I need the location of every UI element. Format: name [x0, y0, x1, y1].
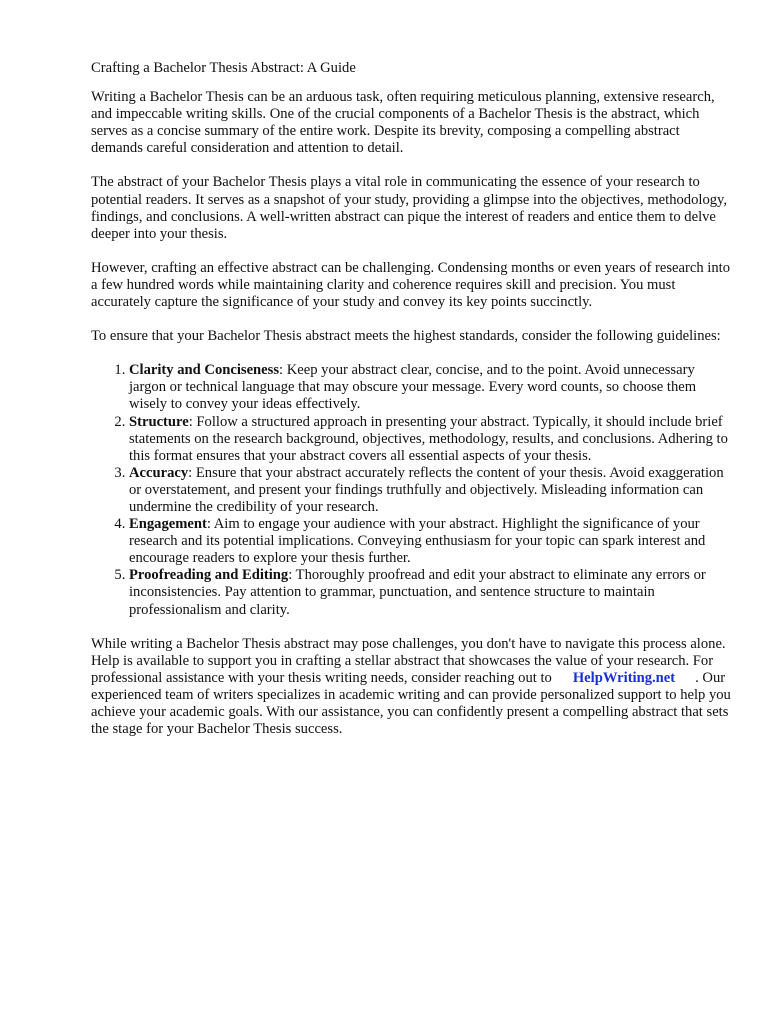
guidelines-list: [91, 362, 731, 618]
guideline-term: Structure: [129, 413, 189, 430]
guideline-item-structure: [129, 414, 731, 465]
guideline-term: Engagement: [129, 516, 207, 533]
intro-paragraph: Writing a Bachelor Thesis can be an arduous task, often requiring meticulous planning, extensive research, and impeccable writing skills. One of the crucial components of a Bachelor Thesis is the abstract, which serves as a concise summary of the entire work. Despite its brevity, composing a compelling abstract demands careful consideration and attention to detail.: [91, 89, 715, 157]
guideline-text: : Aim to engage your audience with your abstract. Highlight the significance of your research and its potential implications. Conveying enthusiasm for your topic can spark interest and encourage readers to explore your thesis further.: [129, 516, 706, 567]
guideline-text: : Follow a structured approach in presenting your abstract. Typically, it should include brief statements on the research background, objectives, methodology, results, and conclusions. Adhering to this format ensures that your abstract covers all essential aspects of your thesis.: [129, 413, 728, 464]
guidelines-intro-paragraph: To ensure that your Bachelor Thesis abstract meets the highest standards, consider the following guidelines:: [91, 328, 721, 345]
guideline-text: : Keep your abstract clear, concise, and to the point. Avoid unnecessary jargon or technical language that may obscure your message. Every word counts, so choose them wisely to convey your ideas effectively.: [129, 362, 697, 413]
closing-text-after-link: . Our experienced team of writers specializes in academic writing and can provide personalized support to help you achieve your academic goals. With our assistance, you can confidently present a compelling abstract that sets the stage for your Bachelor Thesis success.: [91, 669, 731, 738]
document-page: [91, 60, 731, 755]
closing-paragraph: [91, 636, 731, 739]
guideline-item-proofreading: [129, 567, 731, 618]
guideline-item-engagement: [129, 516, 731, 567]
closing-text-before-link: While writing a Bachelor Thesis abstract may pose challenges, you don't have to navigate this process alone. Help is available to support you in crafting a stellar abstract that showcases the value of your research. For professional assistance with your thesis writing needs, consider reaching out to: [91, 635, 726, 686]
challenge-paragraph: However, crafting an effective abstract can be challenging. Condensing months or even years of research into a few hundred words while maintaining clarity and coherence requires skill and precision. You must accurately capture the significance of your study and convey its key points succinctly.: [91, 259, 730, 311]
guideline-text: : Thoroughly proofread and edit your abstract to eliminate any errors or inconsistencies. Pay attention to grammar, punctuation, and sentence structure to maintain professionalism and clarity.: [129, 567, 706, 618]
document-title: Crafting a Bachelor Thesis Abstract: A Guide: [91, 60, 356, 76]
guideline-term: Accuracy: [129, 464, 189, 481]
guideline-item-accuracy: [129, 465, 731, 516]
guideline-text: : Ensure that your abstract accurately reflects the content of your thesis. Avoid exaggeration or overstatement, and present your findings truthfully and objectively. Misleading information can undermine the credibility of your research.: [129, 464, 724, 515]
guideline-term: Proofreading and Editing: [129, 567, 289, 584]
guideline-item-clarity: [129, 362, 731, 413]
helpwriting-link[interactable]: HelpWriting.net: [572, 669, 676, 686]
importance-paragraph: The abstract of your Bachelor Thesis plays a vital role in communicating the essence of your research to potential readers. It serves as a snapshot of your study, providing a glimpse into the objectives, methodology, findings, and conclusions. A well-written abstract can pique the interest of readers and entice them to delve deeper into your thesis.: [91, 174, 728, 242]
guideline-term: Clarity and Conciseness: [129, 362, 279, 379]
